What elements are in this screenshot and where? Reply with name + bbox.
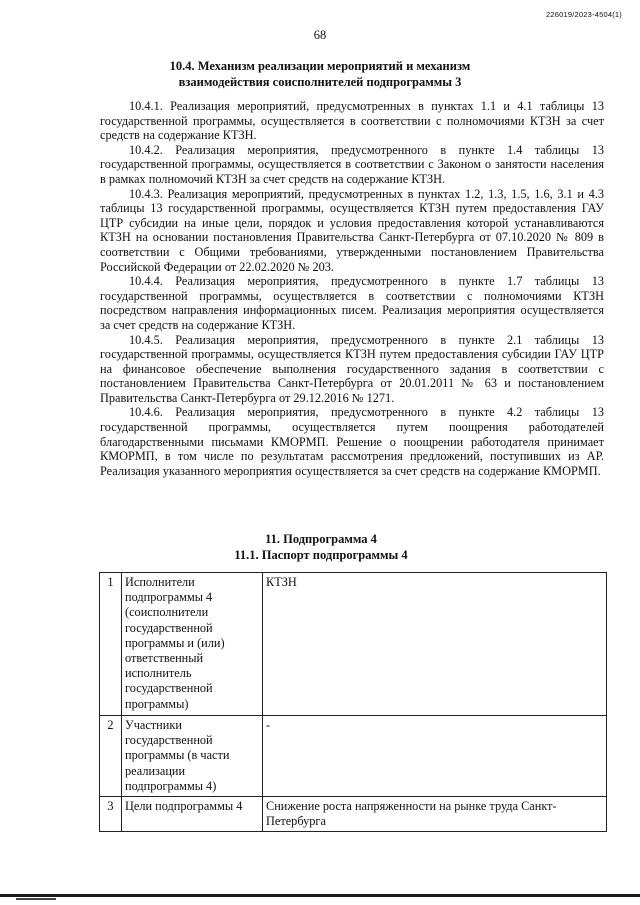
paragraph-10-4-6: 10.4.6. Реализация мероприятия, предусмотренного в пункте 4.2 таблицы 13 государственной программы, осуществляется путем поощрения работодателей благодарственными письмами КМОРМП. Решение о поощрении работодателя принимает КМОРМП, в том числе по результатам рассмотрения предложений, поступивших из АР. Реализация указанного мероприятия осуществляется за счет средств на содержание КМОРМП. (100, 405, 604, 478)
document-id: 226019/2023-4504(1) (546, 10, 622, 19)
table-row (100, 797, 607, 832)
subprogram-heading: 11. Подпрограмма 4 (265, 532, 377, 546)
subprogram-headings (100, 531, 542, 563)
row-value: КТЗН (263, 573, 607, 716)
row-number: 3 (100, 797, 122, 832)
section-title-line-1: 10.4. Механизм реализации мероприятий и механизм (169, 59, 471, 73)
section-title (100, 58, 540, 90)
row-value: - (263, 716, 607, 797)
table-row (100, 573, 607, 716)
paragraph-10-4-3: 10.4.3. Реализация мероприятий, предусмотренных в пунктах 1.2, 1.3, 1.5, 1.6, 3.1 и 4.3 таблицы 13 государственной программы, осуществляется КТЗН путем предоставления ГАУ ЦТР субсидии на иные цели, порядок и условия предоставления которой устанавливаются КТЗН на основании постановления Правительства Санкт-Петербурга от 07.10.2020 № 809 в соответствии с Общими требованиями, утвержденными постановлением Правительства Российской Федерации от 22.02.2020 № 203. (100, 186, 604, 274)
row-value: Снижение роста напряженности на рынке труда Санкт-Петербурга (263, 797, 607, 832)
page-number: 68 (313, 28, 327, 42)
section-title-line-2: взаимодействия соисполнителей подпрограммы 3 (178, 75, 462, 89)
row-label: Цели подпрограммы 4 (122, 797, 263, 832)
paragraph-10-4-4: 10.4.4. Реализация мероприятия, предусмотренного в пункте 1.7 таблицы 13 государственной программы, осуществляется в соответствии с полномочиями КТЗН посредством направления информационных писем. Реализация мероприятия осуществляется за счет средств на содержание КТЗН. (100, 274, 604, 332)
paragraph-10-4-1: 10.4.1. Реализация мероприятий, предусмотренных в пунктах 1.1 и 4.1 таблицы 13 государственной программы, осуществляется в соответствии с полномочиями КТЗН за счет средств на содержание КТЗН. (100, 99, 604, 143)
row-number: 1 (100, 573, 122, 716)
row-label: Исполнители подпрограммы 4 (соисполнители государственной программы и (или) ответственный исполнитель государственной программы) (122, 573, 263, 716)
body-text (100, 99, 604, 478)
passport-heading: 11.1. Паспорт подпрограммы 4 (234, 548, 408, 562)
table-row (100, 716, 607, 797)
passport-table (99, 572, 607, 832)
paragraph-10-4-2: 10.4.2. Реализация мероприятия, предусмотренного в пункте 1.4 таблицы 13 государственной программы, осуществляется в соответствии с Законом о занятости населения в рамках полномочий КТЗН за счет средств на содержание КТЗН. (100, 142, 604, 186)
bottom-border-line (0, 894, 640, 897)
bottom-border-mark (16, 898, 56, 900)
row-number: 2 (100, 716, 122, 797)
row-label: Участники государственной программы (в части реализации подпрограммы 4) (122, 716, 263, 797)
paragraph-10-4-5: 10.4.5. Реализация мероприятия, предусмотренного в пункте 2.1 таблицы 13 государственной программы, осуществляется КТЗН путем предоставления субсидии ГАУ ЦТР на финансовое обеспечение выполнения государственного задания в соответствии с постановлением Правительства Санкт-Петербурга от 20.01.2011 № 63 и постановлением Правительства Санкт-Петербурга от 29.12.2016 № 1271. (100, 332, 604, 405)
